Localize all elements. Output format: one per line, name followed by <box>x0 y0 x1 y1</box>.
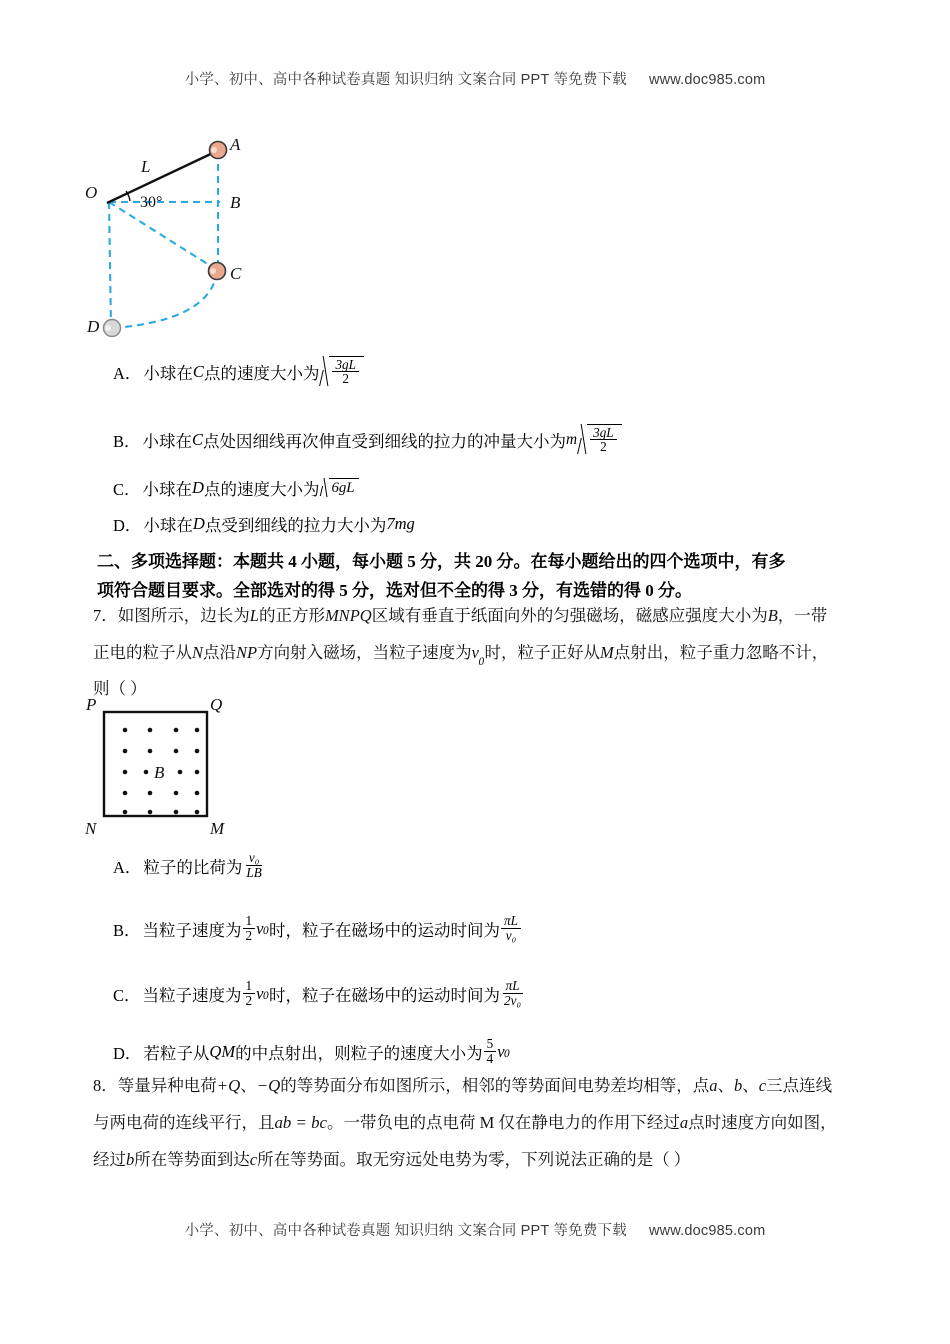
q6-option-d[interactable] <box>113 512 415 536</box>
q6-option-a-mid: 点的速度大小为 <box>203 363 320 383</box>
page-footer <box>0 1219 950 1240</box>
q6a-num: 3gL <box>332 358 359 372</box>
q7b-f2den: v₀ <box>505 927 517 943</box>
q7-option-d-frac <box>484 1037 497 1065</box>
q8-line2 <box>93 1115 837 1132</box>
header-url: www.doc985.com <box>648 72 766 88</box>
q7b-f1den: 2 <box>245 927 253 943</box>
label-point-o: O <box>85 183 98 202</box>
ball-a-highlight <box>211 147 217 153</box>
q7-option-b-frac2 <box>501 914 521 942</box>
label-corner-n: N <box>85 819 97 838</box>
dashed-line-oc <box>109 202 217 270</box>
label-field-b: B <box>154 763 165 782</box>
q7-option-c[interactable] <box>113 980 525 1008</box>
q6-option-b-mid: 点处因细线再次伸直受到细线的拉力的冲量大小为 <box>203 431 567 451</box>
q8-l1a: 等量异种电荷 <box>117 1076 217 1095</box>
q7-option-c-vsub: 0 <box>262 990 269 1003</box>
q7-l1var3: B <box>767 606 778 625</box>
footer-text: 小学、初中、高中各种试卷真题 知识归纳 文案合同 PPT 等免费下载 <box>184 1223 627 1239</box>
q8-l1v1: a <box>709 1076 718 1095</box>
q6-option-d-label: D． <box>113 516 142 535</box>
q7b-f2num: πL <box>501 914 521 928</box>
q6-option-d-math: 7mg <box>386 514 415 533</box>
magnetic-field-square <box>72 698 252 840</box>
q7-l1c: 区域有垂直于纸面向外的匀强磁场，磁感应强度大小为 <box>371 606 768 625</box>
q7-line1 <box>93 608 827 625</box>
q6-option-c-pre: 小球在 <box>142 480 193 499</box>
label-corner-m: M <box>210 819 225 838</box>
q7-option-b-texta: 当粒子速度为 <box>142 920 242 940</box>
q7-option-c-frac2 <box>501 979 524 1007</box>
q6-option-c-var: D <box>192 478 204 497</box>
q8-l2b: 。一带负电的点电荷 M 仅在静电力的作用下经过 <box>326 1113 680 1132</box>
q8-line1 <box>93 1078 832 1095</box>
q7-option-b[interactable] <box>113 915 522 943</box>
q7-l2var2: NP <box>236 643 258 662</box>
q8-number: 8． <box>93 1076 118 1095</box>
section2-heading-line1: 二、多项选择题：本题共 4 小题，每小题 5 分，共 20 分。在每小题给出的四个选项中，有多 <box>97 552 786 571</box>
q8-l3a: 经过 <box>93 1150 126 1169</box>
q7-option-b-v: v <box>256 918 264 938</box>
q7-option-d-vsub: 0 <box>504 1048 510 1061</box>
q6-option-b-label: B． <box>113 431 141 451</box>
page-header <box>0 68 950 89</box>
q7-option-a[interactable] <box>113 852 266 880</box>
q8-l1v3: c <box>758 1076 767 1095</box>
q6b-den: 2 <box>600 439 607 455</box>
q6-option-c-label: C． <box>113 480 141 499</box>
q6-option-b-pre: 小球在 <box>142 431 193 451</box>
label-point-c: C <box>230 264 242 283</box>
q6-option-b-prefix: m <box>566 430 578 448</box>
q7b-f1num: 1 <box>243 914 256 928</box>
q8-equation-ab-bc: ab = bc <box>274 1113 327 1132</box>
q7-option-b-label: B． <box>113 920 141 940</box>
q7-line2 <box>93 645 828 666</box>
q6-option-b-var: C <box>192 429 204 449</box>
q7-l2c: 方向射入磁场，当粒子速度为 <box>257 643 472 662</box>
dashed-arc-cd <box>114 272 217 328</box>
q7-option-d[interactable] <box>113 1038 510 1066</box>
ball-d-highlight <box>105 325 111 331</box>
q6-option-a-label: A． <box>113 363 142 383</box>
q7-number: 7． <box>93 606 118 625</box>
q6-option-a[interactable] <box>113 357 365 387</box>
q6c-body: 6gL <box>331 479 355 496</box>
q7a-num: v₀ <box>246 851 262 865</box>
q7-l1var1: L <box>249 606 259 625</box>
q7-line3: 则（ ） <box>93 679 147 698</box>
q7c-f1num: 1 <box>243 979 256 993</box>
q7-l1b: 的正方形 <box>258 606 325 625</box>
q6a-den: 2 <box>342 371 349 387</box>
q7-option-a-math <box>243 851 264 879</box>
q6-option-b-math <box>578 424 622 454</box>
pendulum-swing-diagram <box>78 120 368 352</box>
q7-l1a: 如图所示，边长为 <box>117 606 250 625</box>
q8-l1f: 三点连线 <box>766 1076 833 1095</box>
q7-option-b-textc: 时，粒子在磁场中的运动时间为 <box>269 920 501 940</box>
q7a-den: LB <box>246 864 262 880</box>
q6b-num: 3gL <box>590 426 617 440</box>
q8-charge-negative: −Q <box>256 1076 281 1095</box>
q8-charge-positive: +Q <box>216 1076 241 1095</box>
q6-option-c[interactable] <box>113 476 360 500</box>
q8-l1d: 、 <box>717 1076 735 1095</box>
q7c-f2num: πL <box>503 979 523 993</box>
q8-line3 <box>93 1152 690 1169</box>
q8-l3c: 所在等势面。取无穷远处电势为零，下列说法正确的是（ ） <box>257 1150 691 1169</box>
q6-option-a-math <box>320 356 364 386</box>
q6-option-d-mid: 点受到细线的拉力大小为 <box>204 516 387 535</box>
q7-option-c-textc: 时，粒子在磁场中的运动时间为 <box>269 985 501 1005</box>
q7-option-c-texta: 当粒子速度为 <box>142 985 242 1005</box>
q6-option-a-pre: 小球在 <box>143 363 193 383</box>
q8-l1e: 、 <box>742 1076 759 1095</box>
label-point-d: D <box>87 317 100 336</box>
q7-option-c-frac1 <box>243 979 256 1007</box>
label-length-l: L <box>141 157 151 176</box>
q7-option-d-texta: 若粒子从 <box>143 1043 210 1063</box>
q6-option-b[interactable] <box>113 425 623 455</box>
q7-l2b: 点沿 <box>203 643 237 662</box>
q7c-f2den: 2v₀ <box>504 992 522 1008</box>
q7-l1var2: MNPQ <box>324 606 372 625</box>
q8-l1b: 、 <box>240 1076 257 1095</box>
header-text: 小学、初中、高中各种试卷真题 知识归纳 文案合同 PPT 等免费下载 <box>184 72 627 88</box>
q8-l2v: a <box>679 1113 689 1132</box>
q7-option-a-text: 粒子的比荷为 <box>143 857 243 877</box>
q7-l2var4: M <box>600 643 614 662</box>
q7-option-a-label: A． <box>113 857 142 877</box>
q6-option-c-math <box>320 478 358 497</box>
q8-l3v1: b <box>126 1150 135 1169</box>
q8-l1c: 的等势面分布如图所示，相邻的等势面间电势差均相等，点 <box>280 1076 710 1095</box>
q7d-fden: 4 <box>486 1050 494 1066</box>
q7-l2e: 点射出，粒子重力忽略不计， <box>613 643 829 662</box>
q7-option-d-label: D． <box>113 1043 142 1063</box>
section2-heading-line2: 项符合题目要求。全部选对的得 5 分，选对但不全的得 3 分，有选错的得 0 分。 <box>97 581 692 600</box>
q7-option-c-label: C． <box>113 985 141 1005</box>
footer-url: www.doc985.com <box>648 1223 766 1239</box>
q7-l2sub3: 0 <box>478 655 485 668</box>
label-angle-30: 30° <box>140 194 163 211</box>
ball-c-highlight <box>210 268 216 274</box>
q7-option-b-vsub: 0 <box>262 925 269 938</box>
label-corner-p: P <box>86 698 97 714</box>
q8-l3v2: c <box>249 1150 258 1169</box>
label-corner-q: Q <box>210 698 223 714</box>
q7-option-d-textb: 的中点射出，则粒子的速度大小为 <box>235 1043 483 1063</box>
dashed-line-od <box>109 202 111 328</box>
q7-option-b-frac1 <box>243 914 256 942</box>
q6-option-c-mid: 点的速度大小为 <box>203 480 320 499</box>
q7-l2a: 正电的粒子从 <box>93 643 192 662</box>
q8-l1v2: b <box>734 1076 743 1095</box>
q7-l2var3: v <box>471 643 479 662</box>
q7c-f1den: 2 <box>245 992 253 1008</box>
label-point-a: A <box>230 135 241 154</box>
label-point-b: B <box>230 193 241 212</box>
q8-l2a: 与两电荷的连线平行，且 <box>93 1113 275 1132</box>
q8-l3b: 所在等势面到达 <box>134 1150 250 1169</box>
q7d-fnum: 5 <box>484 1037 497 1051</box>
q6-option-d-pre: 小球在 <box>143 516 193 535</box>
q6-option-a-var: C <box>192 361 204 381</box>
q7-l2d: 时，粒子正好从 <box>484 643 601 662</box>
q7-l1d: ，一带 <box>777 606 828 625</box>
q6-option-d-var: D <box>192 514 205 533</box>
q7-option-d-v: v <box>497 1041 505 1061</box>
q7-option-c-v: v <box>256 983 264 1003</box>
q8-l2c: 点时速度方向如图， <box>688 1113 837 1132</box>
q7-l2var1: N <box>192 643 204 662</box>
q7-option-d-var: QM <box>209 1041 236 1061</box>
